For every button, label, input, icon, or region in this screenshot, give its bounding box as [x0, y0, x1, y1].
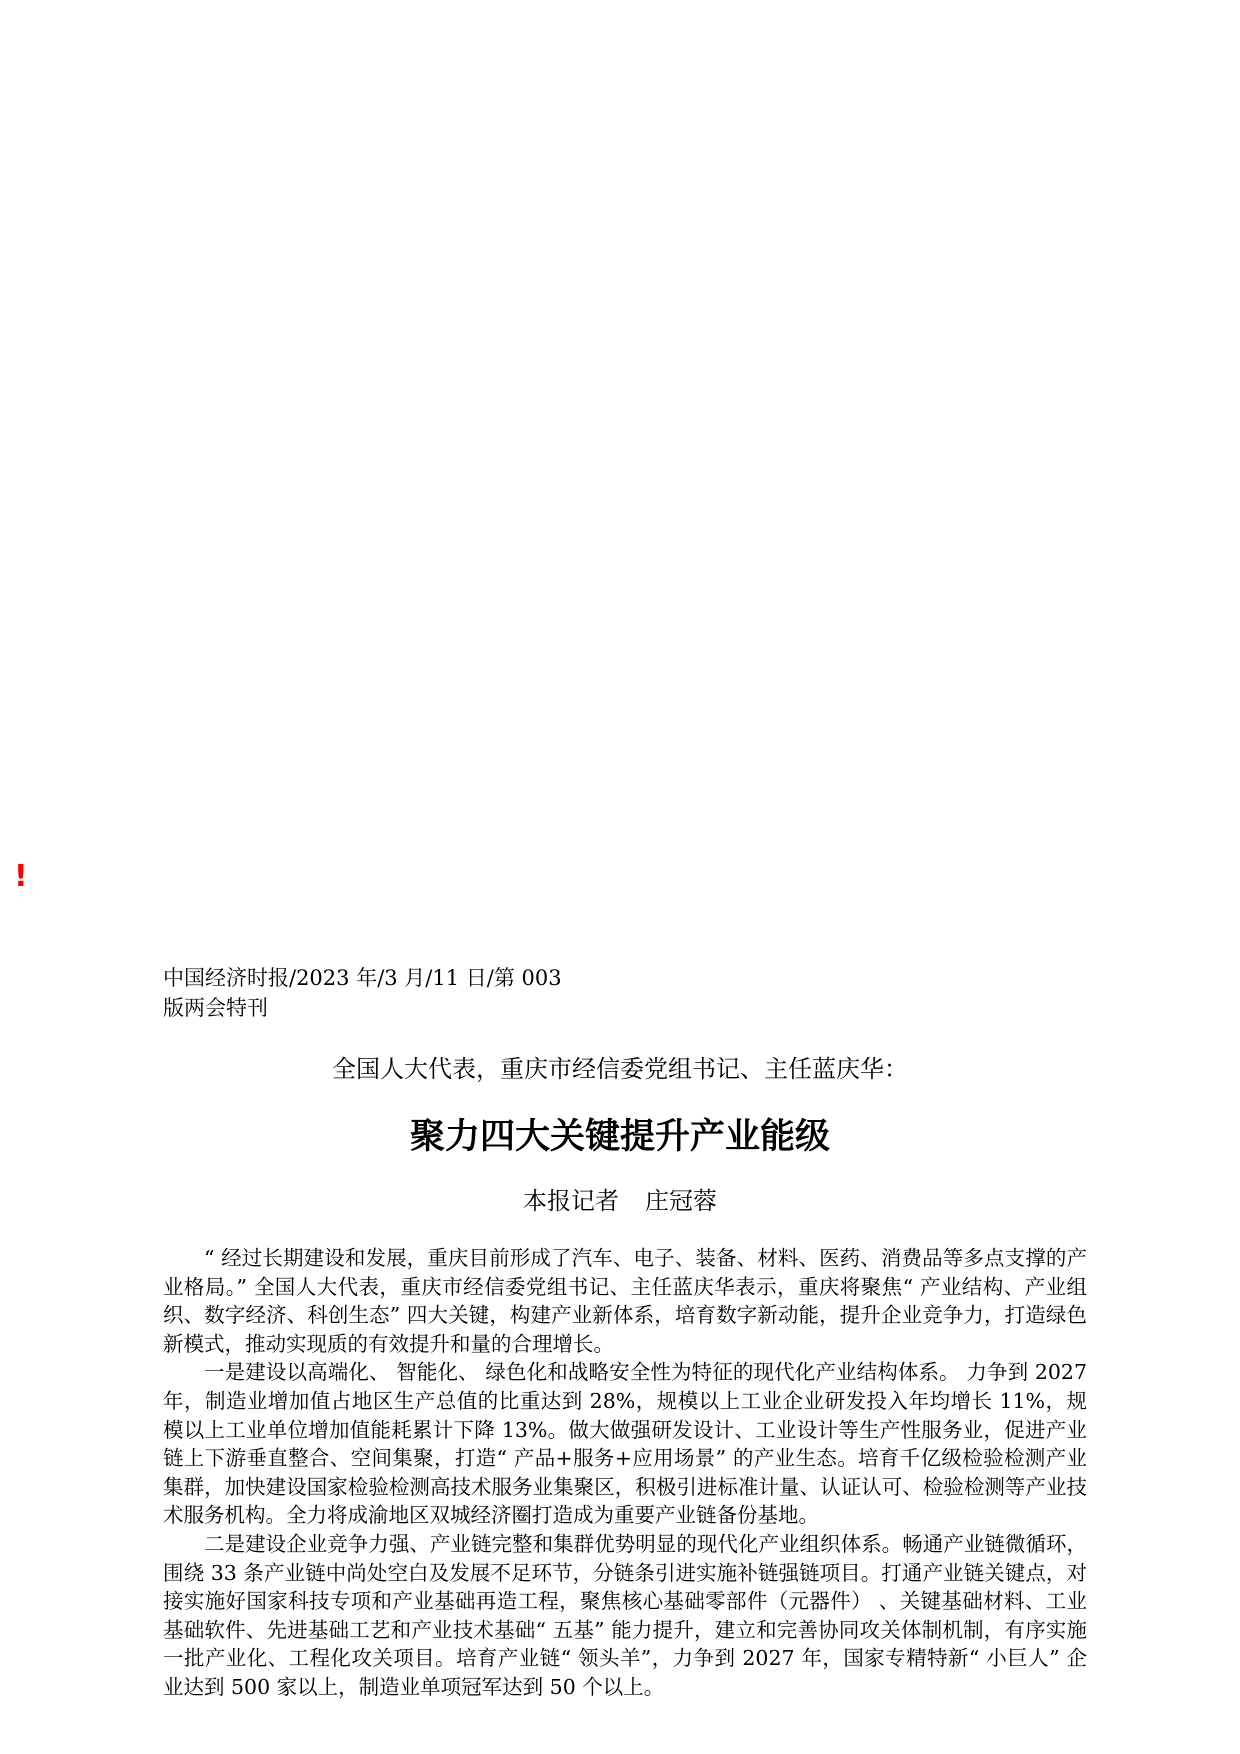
- source-line: [163, 963, 583, 1023]
- byline-role: 本报记者: [523, 1187, 619, 1215]
- paragraph-2: 一是建设以高端化、 智能化、 绿色化和战略安全性为特征的现代化产业结构体系。 力争到 2027 年，制造业增加值占地区生产总值的比重达到 28%，规模以上工业企业研发投入年均增长 11%，规模以上工业单位增加值能耗累计下降 13%。做大做强研发设计、工业设计等生产性服务业，促进产业链上下游垂直整合、空间集聚，打造“ 产品+服务+应用场景” 的产业生态。培育千亿级检验检测产业集群，加快建设国家检验检测高技术服务业集聚区，积极引进标准计量、认证认可、检验检测等产业技术服务机构。全力将成渝地区双城经济圈打造成为重要产业链备份基地。: [163, 1360, 1087, 1528]
- source-line-2: 版两会特刊: [163, 996, 268, 1020]
- source-line-1: 中国经济时报/2023 年/3 月/11 日/第 003: [163, 966, 562, 990]
- paragraph-1: “ 经过长期建设和发展，重庆目前形成了汽车、电子、装备、材料、医药、消费品等多点支撑的产业格局。” 全国人大代表，重庆市经信委党组书记、主任蓝庆华表示，重庆将聚焦“ 产业结构、产业组织、数字经济、科创生态” 四大关键，构建产业新体系，培育数字新动能，提升企业竞争力，打造绿色新模式，推动实现质的有效提升和量的合理增长。: [163, 1246, 1087, 1356]
- byline: [0, 1184, 1240, 1218]
- byline-author: 庄冠蓉: [645, 1187, 717, 1215]
- paragraph-3: 二是建设企业竞争力强、产业链完整和集群优势明显的现代化产业组织体系。畅通产业链微循环，围绕 33 条产业链中尚处空白及发展不足环节，分链条引进实施补链强链项目。打通产业链关键点，对接实施好国家科技专项和产业基础再造工程，聚焦核心基础零部件（元器件） 、关键基础材料、工业基础软件、先进基础工艺和产业技术基础“ 五基” 能力提升，建立和完善协同攻关体制机制，有序实施一批产业化、工程化攻关项目。培育产业链“ 领头羊”，力争到 2027 年，国家专精特新“ 小巨人” 企业达到 500 家以上，制造业单项冠军达到 50 个以上。: [163, 1531, 1087, 1699]
- article-headline: 聚力四大关键提升产业能级: [409, 1117, 830, 1157]
- warning-mark: !: [14, 859, 28, 894]
- article-subhead: 全国人大代表，重庆市经信委党组书记、主任蓝庆华：: [332, 1055, 908, 1083]
- article-body: [163, 1244, 1087, 1702]
